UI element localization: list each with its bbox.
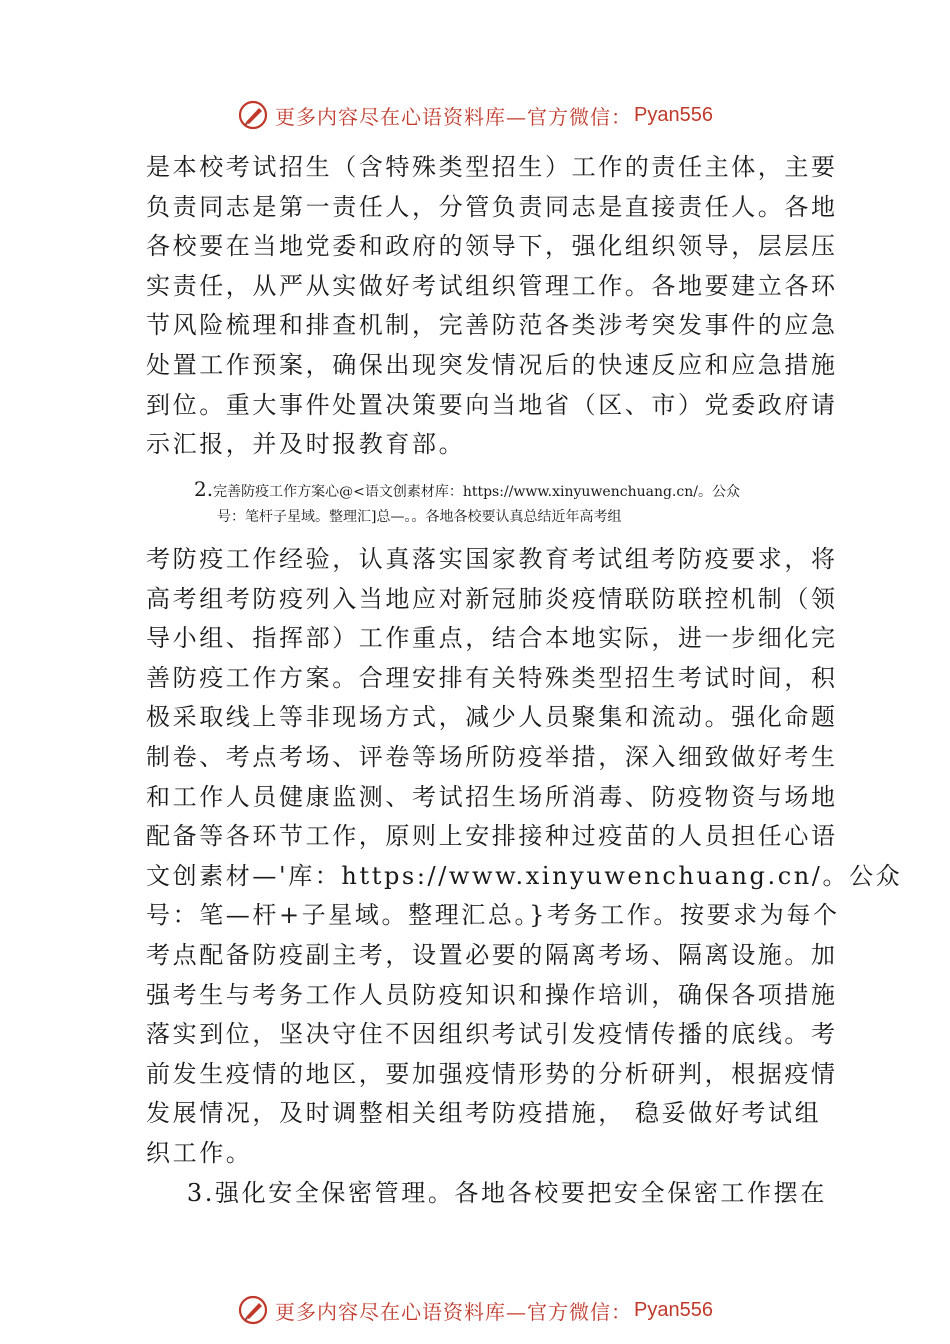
text-line: 3.强化安全保密管理。各地各校要把安全保密工作摆在 [146, 1179, 827, 1207]
text-line: 考点配备防疫副主考，设置必要的隔离考场、隔离设施。加 [146, 940, 838, 969]
section-number: 2. [194, 477, 214, 501]
text-line: 和工作人员健康监测、考试招生场所消毒、防疫物资与场地 [146, 782, 838, 811]
footer-banner [0, 1290, 950, 1330]
text-line: 到位。重大事件处置决策要向当地省（区、市）党委政府请 [146, 390, 838, 419]
section-2-heading-line [194, 479, 740, 502]
text-line: 织工作。 [146, 1138, 253, 1167]
text-line: 制卷、考点考场、评卷等场所防疫举措，深入细致做好考生 [146, 742, 838, 771]
text-line: 负责同志是第一责任人，分管负责同志是直接责任人。各地 [146, 192, 838, 221]
text-line: 高考组考防疫列入当地应对新冠肺炎疫情联防联控机制（领 [146, 584, 838, 613]
wechat-id: Pyan556 [634, 103, 713, 126]
text-line: 强考生与考务工作人员防疫知识和操作培训，确保各项措施 [146, 980, 838, 1009]
section-2-subline: 号：笔杆子星域。整理汇]总—。。各地各校要认真总结近年高考组 [217, 509, 622, 525]
text-line: 考防疫工作经验，认真落实国家教育考试组考防疫要求，将 [146, 545, 838, 573]
text-line: 善防疫工作方案。合理安排有关特殊类型招生考试时间，积 [146, 663, 838, 692]
text-line: 发展情况，及时调整相关组考防疫措施， 稳妥做好考试组 [146, 1099, 822, 1128]
text-line: 号：笔—杆+子星域。整理汇总。}考务工作。按要求为每个 [146, 901, 840, 930]
pen-logo-icon [237, 1294, 269, 1326]
text-line: 极采取线上等非现场方式，减少人员聚集和流动。强化命题 [146, 703, 838, 732]
text-line: 导小组、指挥部）工作重点，结合本地实际，进一步细化完 [146, 624, 838, 653]
wechat-id: Pyan556 [634, 1298, 713, 1321]
text-line: 处置工作预案，确保出现突发情况后的快速反应和应急措施 [146, 350, 838, 379]
text-line: 节风险梳理和排查机制，完善防范各类涉考突发事件的应急 [146, 311, 838, 340]
header-banner [0, 95, 950, 135]
paragraph-2 [146, 540, 903, 1174]
text-line: 前发生疫情的地区，要加强疫情形势的分析研判，根据疫情 [146, 1059, 838, 1088]
text-line: 落实到位，坚决守住不因组织考试引发疫情传播的底线。考 [146, 1020, 838, 1049]
pen-logo-icon [237, 99, 269, 131]
text-line: 配备等各环节工作，原则上安排接种过疫苗的人员担任心语 [146, 822, 838, 851]
section-2-heading-text: 完善防疫工作方案心@<语文创素材库：https://www.xinyuwenchuang.cn/。公众 [213, 484, 740, 500]
paragraph-3 [146, 1174, 827, 1214]
paragraph-1 [146, 148, 838, 465]
text-line: 文创素材—'库：https://www.xinyuwenchuang.cn/。公众 [146, 861, 903, 890]
text-line: 是本校考试招生（含特殊类型招生）工作的责任主体，主要 [146, 153, 838, 181]
banner-text: 更多内容尽在心语资料库—官方微信： [275, 104, 633, 129]
banner-text: 更多内容尽在心语资料库—官方微信： [275, 1299, 633, 1324]
text-line: 示汇报，并及时报教育部。 [146, 430, 466, 459]
text-line: 各校要在当地党委和政府的领导下，强化组织领导，层层压 [146, 232, 838, 261]
text-line: 实责任，从严从实做好考试组织管理工作。各地要建立各环 [146, 271, 838, 300]
